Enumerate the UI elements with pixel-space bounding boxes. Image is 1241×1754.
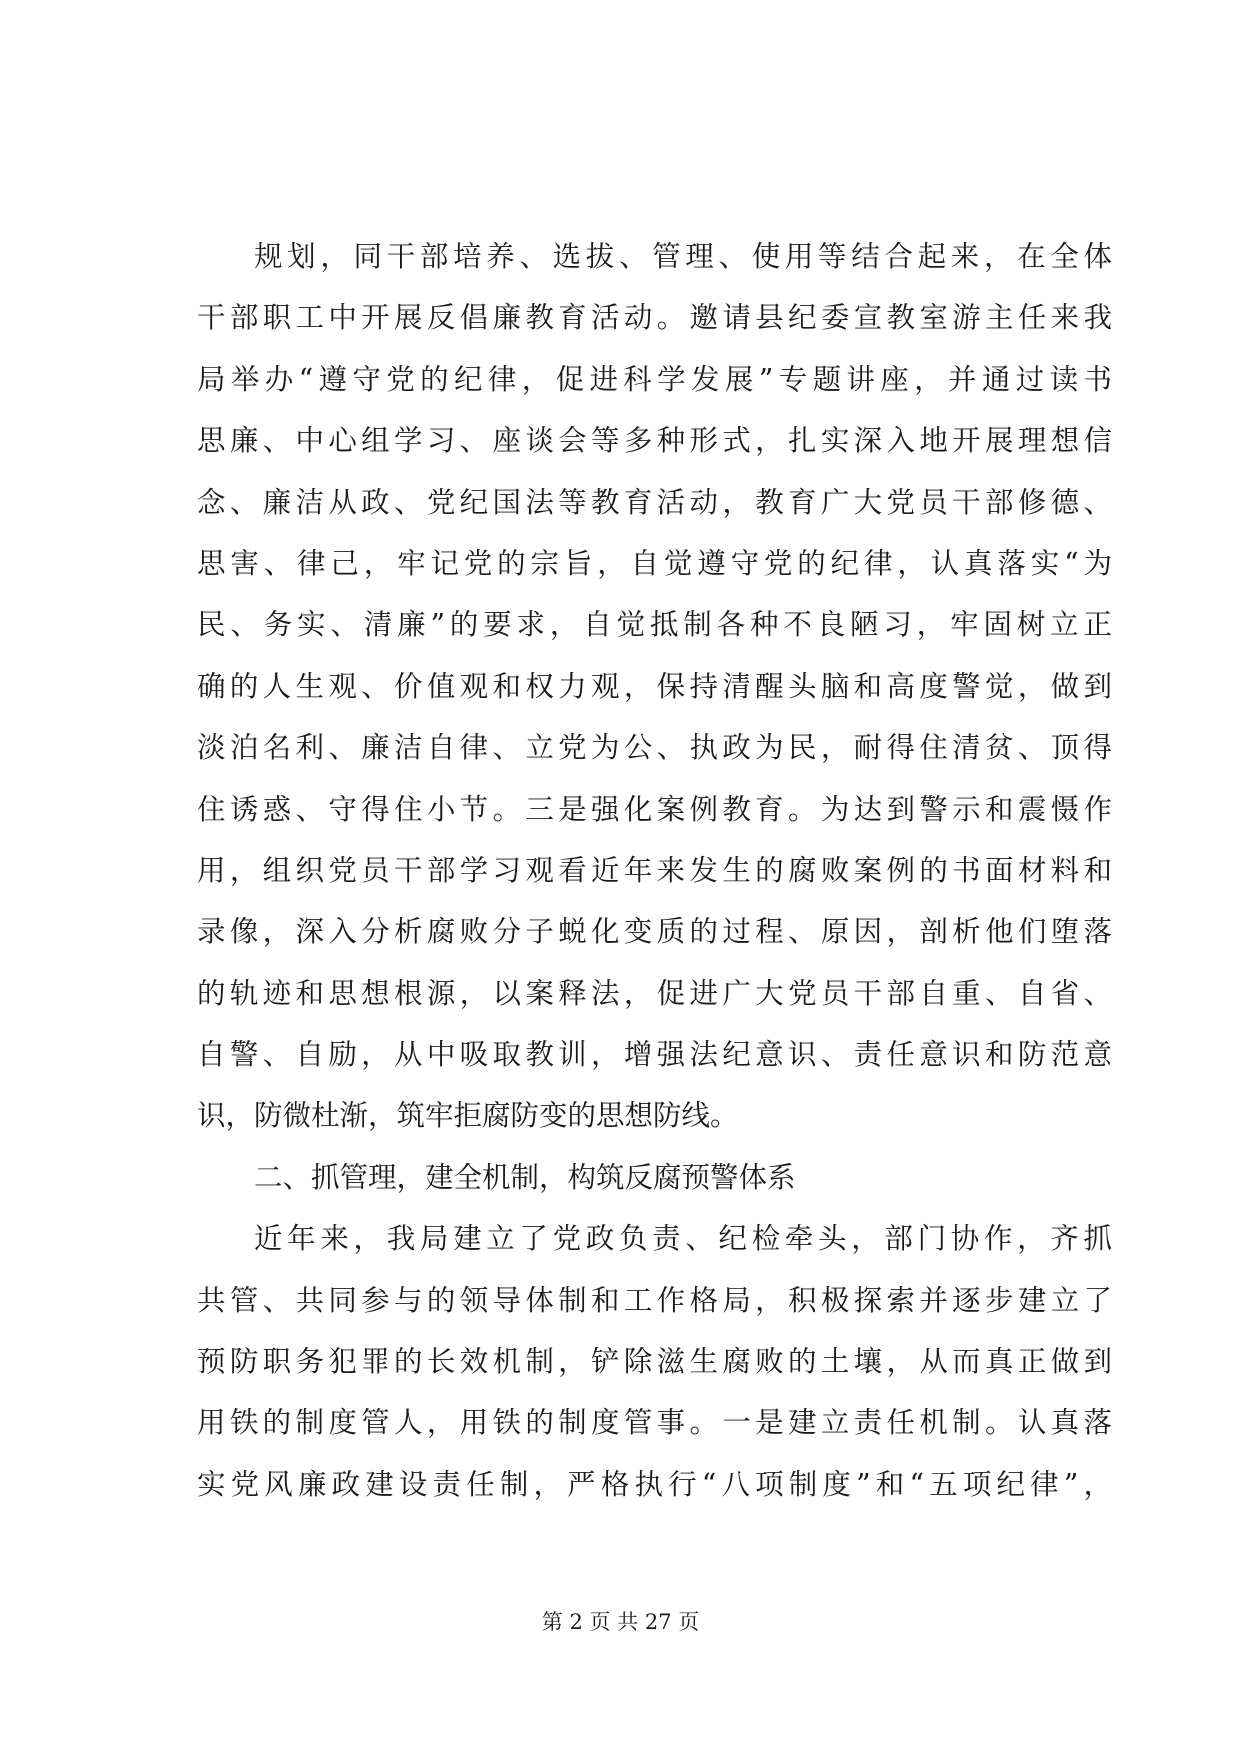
document-body [197,226,1112,1515]
text-line: 用，组织党员干部学习观看近年来发生的腐败案例的书面材料和 [197,853,1112,887]
text-line: 录像，深入分析腐败分子蜕化变质的过程、原因，剖析他们堕落 [197,915,1112,949]
text-line: 局举办“遵守党的纪律，促进科学发展”专题讲座，并通过读书 [197,362,1112,396]
text-line: 用铁的制度管人，用铁的制度管事。一是建立责任机制。认真落 [197,1406,1112,1440]
text-line: 预防职务犯罪的长效机制，铲除滋生腐败的土壤，从而真正做到 [197,1345,1112,1379]
text-line: 住诱惑、守得住小节。三是强化案例教育。为达到警示和震慑作 [197,792,1112,826]
page-number-footer: 第 2 页 共 27 页 [541,1610,700,1634]
text-line: 思廉、中心组学习、座谈会等多种形式，扎实深入地开展理想信 [197,424,1112,458]
text-line: 确的人生观、价值观和权力观，保持清醒头脑和高度警觉，做到 [197,669,1112,703]
text-line: 淡泊名利、廉洁自律、立党为公、执政为民，耐得住清贫、顶得 [197,731,1112,765]
text-line: 自警、自励，从中吸取教训，增强法纪意识、责任意识和防范意 [197,1038,1112,1072]
text-line: 识，防微杜渐，筑牢拒腐防变的思想防线。 [197,1099,739,1133]
text-line: 近年来，我局建立了党政负责、纪检牵头，部门协作，齐抓 [254,1222,1112,1256]
text-line: 干部职工中开展反倡廉教育活动。邀请县纪委宣教室游主任来我 [197,301,1112,335]
text-line: 念、廉洁从政、党纪国法等教育活动，教育广大党员干部修德、 [197,485,1112,519]
text-line: 民、务实、清廉”的要求，自觉抵制各种不良陋习，牢固树立正 [197,608,1112,642]
text-line: 思害、律己，牢记党的宗旨，自觉遵守党的纪律，认真落实“为 [197,546,1112,580]
text-line: 的轨迹和思想根源，以案释法，促进广大党员干部自重、自省、 [197,976,1112,1010]
section-heading: 二、抓管理，建全机制，构筑反腐预警体系 [254,1160,796,1194]
text-line: 实党风廉政建设责任制，严格执行“八项制度”和“五项纪律”， [197,1467,1112,1501]
text-line: 共管、共同参与的领导体制和工作格局，积极探索并逐步建立了 [197,1283,1112,1317]
text-line: 规划，同干部培养、选拔、管理、使用等结合起来，在全体 [254,240,1112,273]
